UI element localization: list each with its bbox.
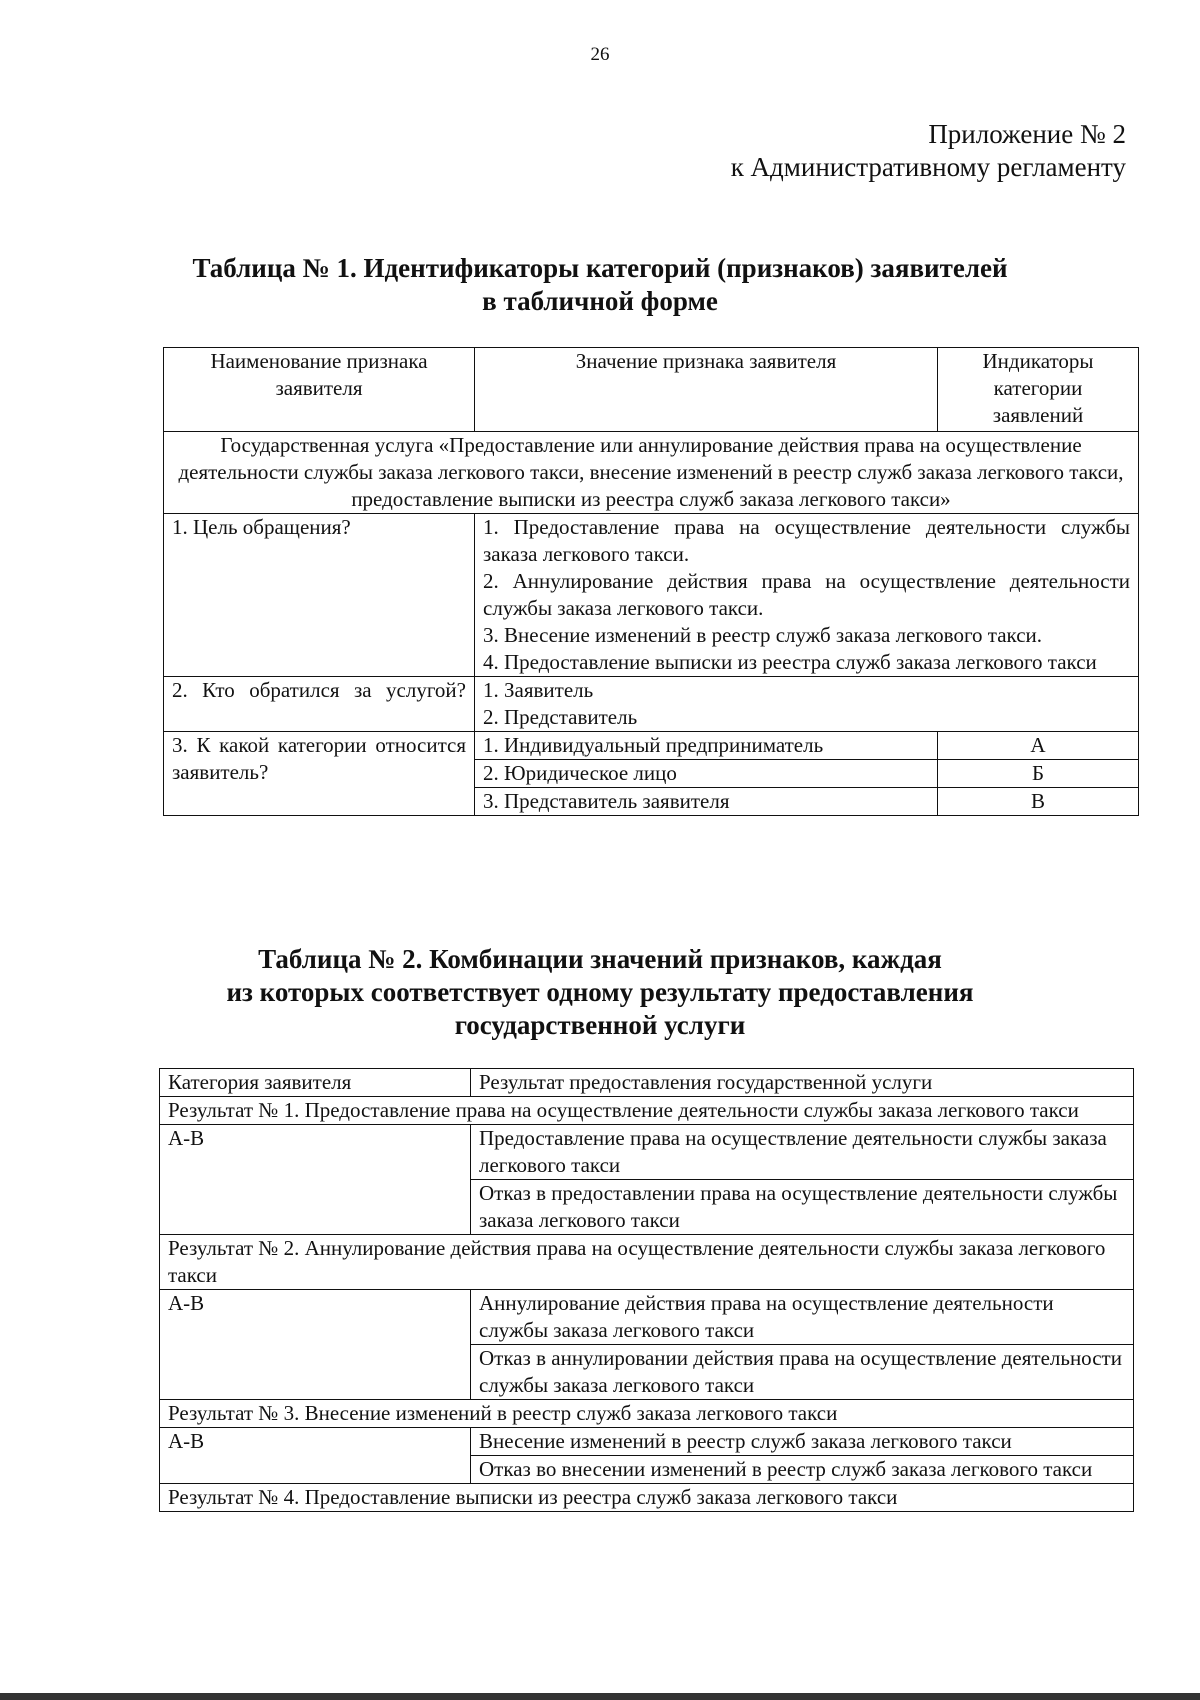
table1-category-value: 1. Индивидуальный предприниматель (475, 732, 938, 760)
table1-title (140, 252, 1060, 318)
table1-purpose-value: 4. Предоставление выписки из реестра служб заказа легкового такси (483, 650, 1097, 674)
table1-purpose-values (475, 514, 1139, 677)
table1-title-line-1: Таблица № 1. Идентификаторы категорий (признаков) заявителей (192, 253, 1008, 283)
table2-result-title: Результат № 3. Внесение изменений в реестр служб заказа легкового такси (160, 1400, 1134, 1428)
table1-category-indicator: Б (938, 760, 1139, 788)
table1-who-value: 1. Заявитель (483, 678, 594, 702)
table2-header-row (160, 1069, 1134, 1097)
table2-outcome-row (160, 1125, 1134, 1180)
table1-header-value: Значение признака заявителя (475, 348, 938, 432)
table1 (163, 347, 1139, 816)
table2-header-result: Результат предоставления государственной услуги (471, 1069, 1134, 1097)
table1-service-name: Государственная услуга «Предоставление или аннулирование действия права на осуществление деятельности службы заказа легкового такси, внесение изменений в реестр служб заказа легкового такси, предоставление выписки из реестра служб заказа легкового такси» (164, 432, 1139, 514)
table2-outcome: Отказ во внесении изменений в реестр служб заказа легкового такси (471, 1456, 1134, 1484)
table2-result-title: Результат № 2. Аннулирование действия права на осуществление деятельности службы заказа легкового такси (160, 1235, 1134, 1290)
table2-title-line-3: государственной услуги (454, 1010, 746, 1040)
table1-header-indicators: Индикаторы категории заявлений (938, 348, 1139, 432)
table2-outcome: Внесение изменений в реестр служб заказа легкового такси (471, 1428, 1134, 1456)
table2-result-title-row (160, 1400, 1134, 1428)
table1-header-row (164, 348, 1139, 432)
table2-result-title: Результат № 4. Предоставление выписки из реестра служб заказа легкового такси (160, 1484, 1134, 1512)
table1-category-indicator: В (938, 788, 1139, 816)
table1-purpose-label: 1. Цель обращения? (164, 514, 475, 677)
table2-outcome: Отказ в аннулировании действия права на осуществление деятельности службы заказа легкового такси (471, 1345, 1134, 1400)
table1-category-value: 3. Представитель заявителя (475, 788, 938, 816)
table1-who-values (475, 677, 1139, 732)
table2-header-category: Категория заявителя (160, 1069, 471, 1097)
table2-result-category: А-В (160, 1290, 471, 1400)
appendix-heading (731, 118, 1126, 184)
appendix-line-1: Приложение № 2 (928, 119, 1126, 149)
table2-title (140, 943, 1060, 1042)
table2-outcome: Отказ в предоставлении права на осуществление деятельности службы заказа легкового такси (471, 1180, 1134, 1235)
table2-outcome-row (160, 1428, 1134, 1456)
appendix-line-2: к Административному регламенту (730, 152, 1126, 182)
page-number: 26 (590, 44, 610, 65)
table1-row-who (164, 677, 1139, 732)
table1-purpose-value: 2. Аннулирование действия права на осуществление деятельности службы заказа легкового такси. (483, 569, 1130, 620)
table1-row-purpose (164, 514, 1139, 677)
table1-purpose-value: 1. Предоставление права на осуществление деятельности службы заказа легкового такси. (483, 515, 1130, 566)
scan-bottom-edge (0, 1693, 1200, 1700)
table1-purpose-value: 3. Внесение изменений в реестр служб заказа легкового такси. (483, 623, 1043, 647)
table2-result-title-row (160, 1097, 1134, 1125)
table1-category-value: 2. Юридическое лицо (475, 760, 938, 788)
table1-category-indicator: А (938, 732, 1139, 760)
table1-who-label: 2. Кто обратился за услугой? (164, 677, 475, 732)
table1-service-row (164, 432, 1139, 514)
table2-title-line-2: из которых соответствует одному результату предоставления (226, 977, 974, 1007)
table2-outcome: Аннулирование действия права на осуществление деятельности службы заказа легкового такси (471, 1290, 1134, 1345)
table1-who-value: 2. Представитель (483, 705, 638, 729)
table2-result-title-row (160, 1484, 1134, 1512)
table2-outcome-row (160, 1290, 1134, 1345)
table2-result-title: Результат № 1. Предоставление права на осуществление деятельности службы заказа легкового такси (160, 1097, 1134, 1125)
table1-header-feature: Наименование признака заявителя (164, 348, 475, 432)
table2-title-line-1: Таблица № 2. Комбинации значений признаков, каждая (258, 944, 942, 974)
table2-result-title-row (160, 1235, 1134, 1290)
table1-title-line-2: в табличной форме (482, 286, 718, 316)
table1-row-category-1 (164, 732, 1139, 760)
table2-outcome: Предоставление права на осуществление деятельности службы заказа легкового такси (471, 1125, 1134, 1180)
table2-result-category: А-В (160, 1428, 471, 1484)
table2 (159, 1068, 1134, 1512)
table1-category-label: 3. К какой категории относится заявитель? (164, 732, 475, 816)
table2-result-category: А-В (160, 1125, 471, 1235)
